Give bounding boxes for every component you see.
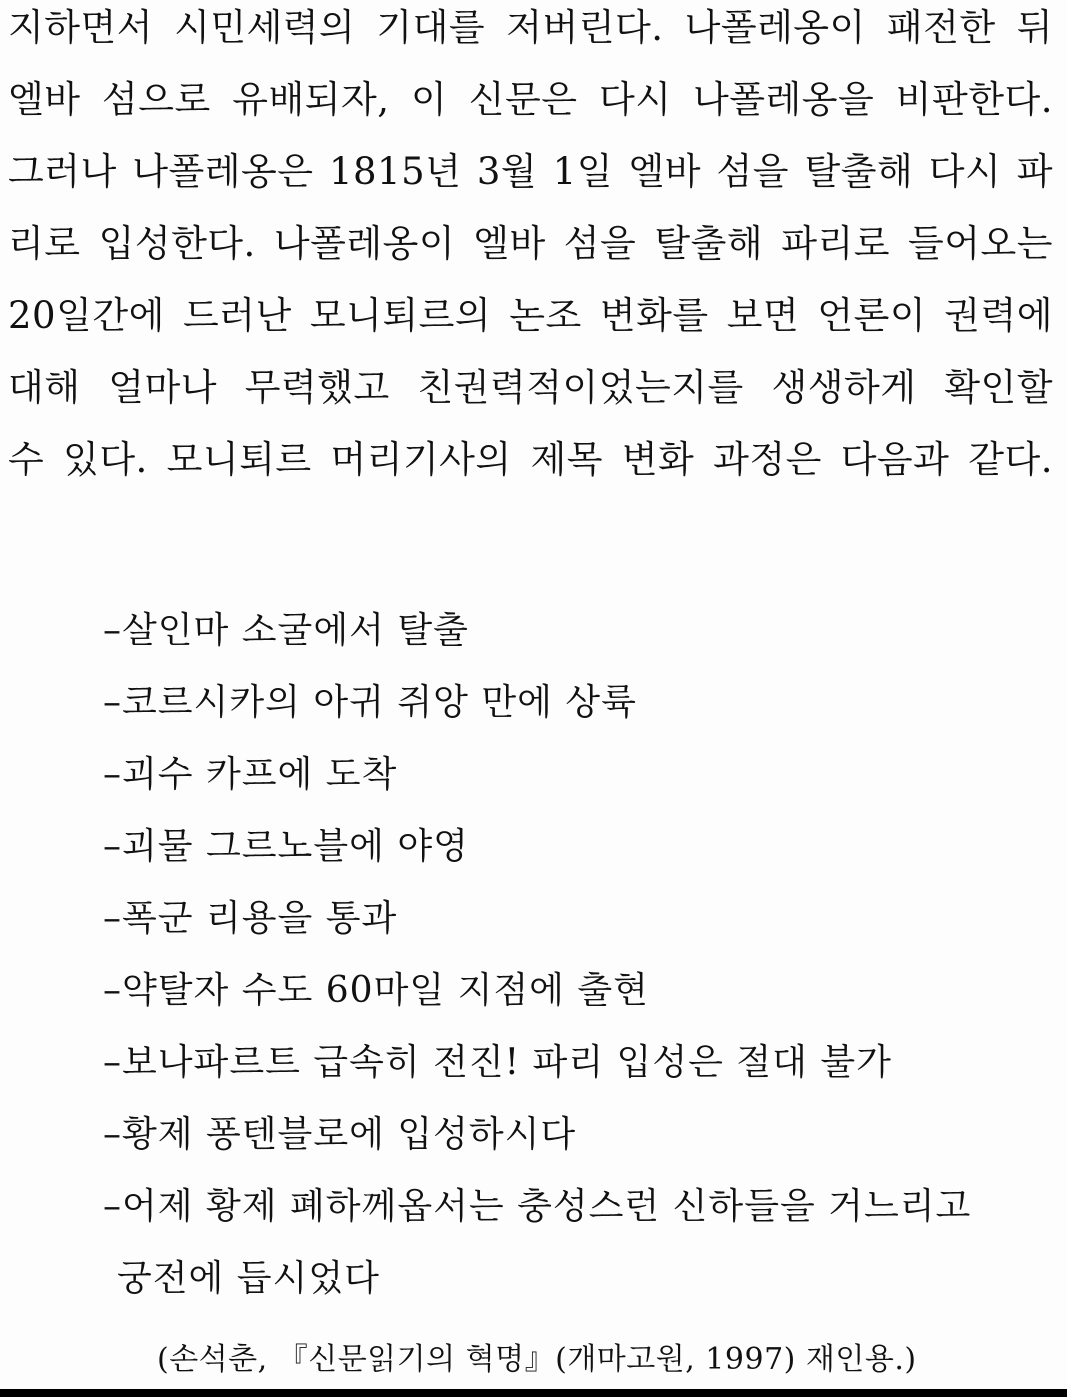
headline-item: –황제 퐁텐블로에 입성하시다	[103, 1114, 577, 1155]
paragraph-line: 그러나 나폴레옹은 1815년 3월 1일 엘바 섬을 탈출해 다시 파	[8, 150, 1053, 193]
paragraph-line: 리로 입성한다. 나폴레옹이 엘바 섬을 탈출해 파리로 들어오는	[8, 222, 1053, 265]
headline-continuation: 궁전에 듭시었다	[117, 1258, 380, 1299]
headline-item: –약탈자 수도 60마일 지점에 출현	[103, 970, 649, 1011]
paragraph-line: 지하면서 시민세력의 기대를 저버린다. 나폴레옹이 패전한 뒤	[8, 6, 1053, 49]
headline-item: –어제 황제 폐하께옵서는 충성스런 신하들을 거느리고	[103, 1186, 972, 1227]
paragraph-line: 엘바 섬으로 유배되자, 이 신문은 다시 나폴레옹을 비판한다.	[8, 78, 1053, 121]
headline-item: –보나파르트 급속히 전진! 파리 입성은 절대 불가	[103, 1042, 892, 1083]
bottom-edge-bar	[0, 1389, 1067, 1397]
headline-item: –괴물 그르노블에 야영	[103, 826, 469, 867]
paragraph-line: 20일간에 드러난 모니퇴르의 논조 변화를 보면 언론이 권력에	[8, 294, 1053, 337]
headline-item: –괴수 카프에 도착	[103, 754, 398, 795]
headline-item: –폭군 리용을 통과	[103, 898, 398, 939]
body-paragraph	[8, 0, 1053, 504]
paragraph-line: 수 있다. 모니퇴르 머리기사의 제목 변화 과정은 다음과 같다.	[8, 438, 1053, 481]
headline-list	[103, 610, 1043, 1324]
source-citation: (손석춘, 『신문읽기의 혁명』(개마고원, 1997) 재인용.)	[157, 1342, 917, 1377]
paragraph-line: 대해 얼마나 무력했고 친권력적이었는지를 생생하게 확인할	[8, 366, 1053, 409]
headline-item: –살인마 소굴에서 탈출	[103, 610, 469, 651]
headline-item: –코르시카의 아귀 쥐앙 만에 상륙	[103, 682, 637, 723]
